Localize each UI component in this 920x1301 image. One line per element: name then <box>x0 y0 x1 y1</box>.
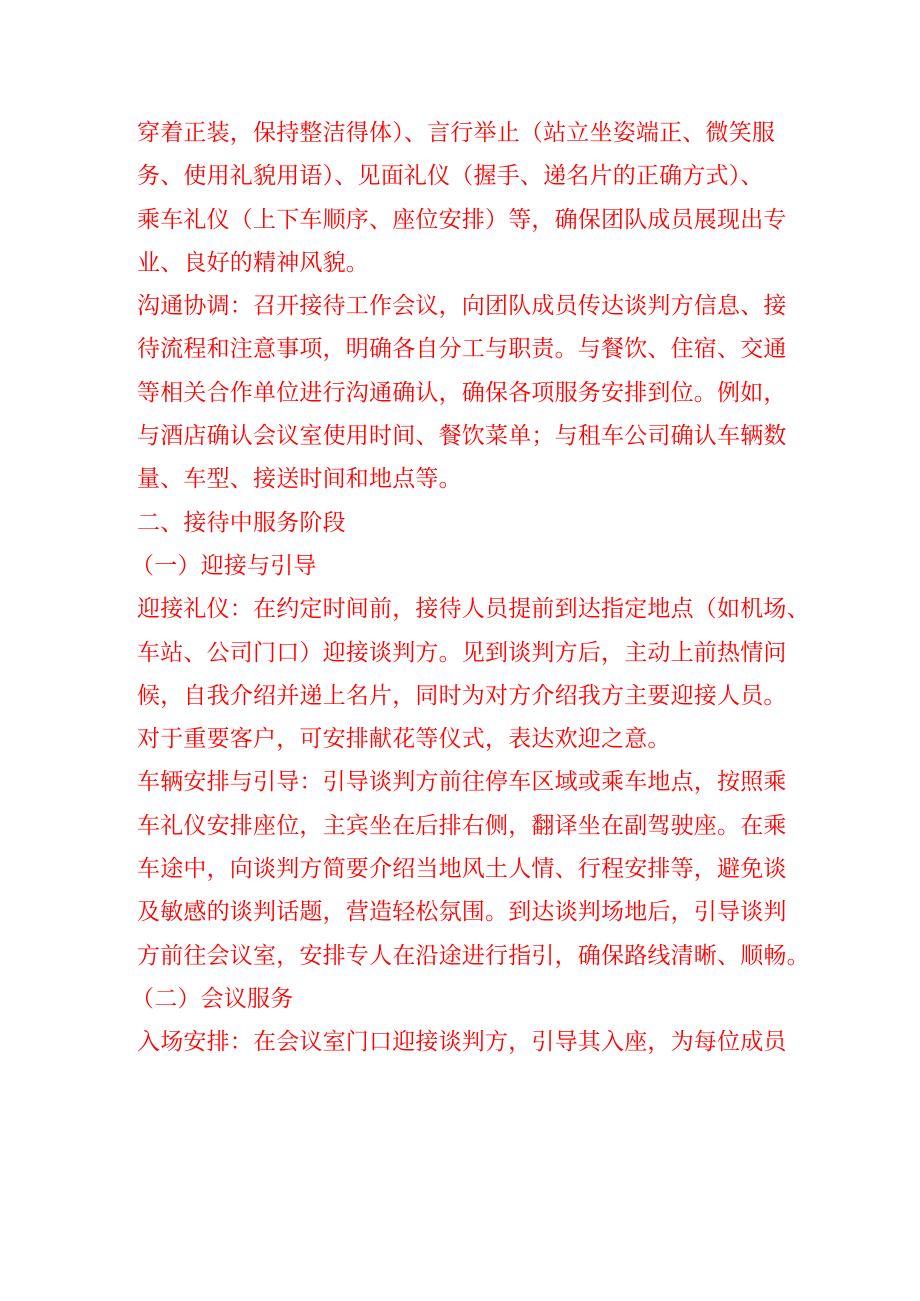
subsection-heading: （一）迎接与引导 <box>131 552 317 579</box>
text-line: 入场安排：在会议室门口迎接谈判方，引导其入座，为每位成员 <box>137 1029 787 1056</box>
text-line: 方前往会议室，安排专人在沿途进行指引，确保路线清晰、顺畅。 <box>137 942 810 969</box>
text-line: 候，自我介绍并递上名片，同时为对方介绍我方主要迎接人员。 <box>137 682 787 709</box>
text-line: 量、车型、接送时间和地点等。 <box>137 466 462 493</box>
document-body <box>131 112 810 1065</box>
text-line: 务、使用礼貌用语）、见面礼仪（握手、递名片的正确方式）、 <box>137 163 764 190</box>
text-line: 车途中，向谈判方简要介绍当地风土人情、行程安排等，避免谈 <box>137 856 787 883</box>
text-line: 乘车礼仪（上下车顺序、座位安排）等，确保团队成员展现出专 <box>137 206 787 233</box>
text-line: 迎接礼仪：在约定时间前，接待人员提前到达指定地点（如机场、 <box>137 596 810 623</box>
text-line: 沟通协调：召开接待工作会议，向团队成员传达谈判方信息、接 <box>137 293 787 320</box>
text-line: 车站、公司门口）迎接谈判方。见到谈判方后，主动上前热情问 <box>137 639 787 666</box>
text-line: 等相关合作单位进行沟通确认，确保各项服务安排到位。例如， <box>137 379 787 406</box>
text-line: 及敏感的谈判话题，营造轻松氛围。到达谈判场地后，引导谈判 <box>137 899 787 926</box>
text-line: 车辆安排与引导：引导谈判方前往停车区域或乘车地点，按照乘 <box>137 769 787 796</box>
section-heading: 二、接待中服务阶段 <box>137 509 346 536</box>
text-line: 对于重要客户，可安排献花等仪式，表达欢迎之意。 <box>137 726 671 753</box>
subsection-heading: （二）会议服务 <box>131 985 294 1012</box>
text-line: 业、良好的精神风貌。 <box>137 249 369 276</box>
text-line: 车礼仪安排座位，主宾坐在后排右侧，翻译坐在副驾驶座。在乘 <box>137 812 787 839</box>
text-line: 与酒店确认会议室使用时间、餐饮菜单；与租车公司确认车辆数 <box>137 423 787 450</box>
text-line: 待流程和注意事项，明确各自分工与职责。与餐饮、住宿、交通 <box>137 336 787 363</box>
text-line: 穿着正装，保持整洁得体）、言行举止（站立坐姿端正、微笑服 <box>137 120 776 146</box>
